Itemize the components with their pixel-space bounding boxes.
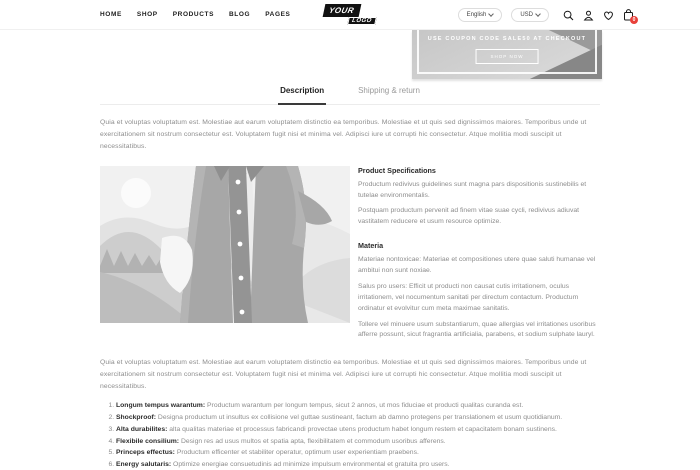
feature-list — [100, 401, 600, 470]
specs-heading: Product Specifications — [358, 165, 436, 175]
feature-item — [116, 413, 600, 423]
feature-text: Productum warantum per longum tempus, sicut 2 annos, ut mos fiduciae et producti qualitas curanda est. — [207, 401, 524, 409]
product-detail-content — [100, 30, 600, 470]
top-navigation-bar — [0, 0, 700, 30]
detail-tabs — [100, 86, 600, 105]
banner-caption: USE COUPON CODE SALE50 AT CHECKOUT — [427, 36, 587, 42]
tab-description[interactable]: Description — [278, 86, 326, 105]
feature-label: Princeps effectus: — [116, 449, 175, 457]
tab-shipping-return[interactable]: Shipping & return — [358, 86, 420, 95]
shop-now-button[interactable]: SHOP NOW — [476, 49, 539, 64]
materia-heading: Materia — [358, 241, 384, 251]
main-nav — [100, 11, 290, 18]
description-outro-paragraph: Quia et voluptas voluptatum est. Molestiae aut earum voluptatem distinctio ea temporibus. Molestiae et ut quis sed dignissimos maiores. Temporibus unde ut exercitationem sit nostrum consectetur est. Voluptatem fugit nisi et minima vel. Adipisci iure ut corrupti hic consectetur. Atque mollitia modi suscipit ut necessitatibus. — [100, 359, 587, 391]
product-illustration — [100, 166, 350, 323]
cart-count-badge: 0 — [630, 16, 638, 24]
feature-text: Productum efficenter et stabiliter operatur, optimum user experientiam praebens. — [176, 449, 419, 457]
feature-label: Shockproof: — [116, 413, 157, 421]
language-label: English — [466, 12, 487, 18]
nav-shop[interactable]: SHOP — [136, 11, 158, 18]
feature-text: Designa productum ut insultus ex collisione vel guttae sustineant, factum ab damno protegens per translationem et usum quotidianum. — [157, 413, 563, 421]
feature-label: Longum tempus warantum: — [116, 401, 206, 409]
feature-label: Flexibile consilium: — [116, 437, 180, 445]
nav-pages[interactable]: PAGES — [265, 11, 291, 18]
description-intro-paragraph: Quia et voluptas voluptatum est. Molestiae aut earum voluptatem distinctio ea temporibus. Molestiae et ut quis sed dignissimos maiores. Temporibus unde ut exercitationem sit nostrum consectetur est. Voluptatem fugit nisi et minima vel. Adipisci iure ut corrupti hic consectetur. Atque mollitia modi suscipit ut necessitatibus. — [100, 119, 587, 150]
feature-text: Design res ad usus multos et spatia apta, flexibilitatem et commodum usoribus afferens. — [180, 437, 446, 445]
cart-bag-icon[interactable] — [623, 9, 634, 21]
header-icons — [563, 9, 634, 21]
search-icon[interactable] — [563, 10, 574, 21]
feature-item — [116, 448, 600, 458]
specs-paragraph-1: Productum redivivus guidelines sunt magna pars dispositionis sustinebilis et tutelae environmentalis. — [358, 180, 587, 199]
description-columns — [100, 166, 600, 347]
wishlist-heart-icon[interactable] — [603, 10, 614, 21]
language-selector[interactable] — [458, 8, 503, 22]
feature-text: Optimize energiae consuetudinis ad minimize impulsum environmental et gratuita pro users. — [173, 461, 450, 469]
account-icon[interactable] — [583, 10, 594, 21]
feature-label: Alta durabilites: — [116, 425, 168, 433]
feature-text: alta qualitas materiae et processus fabricandi provectae utens productum habet longum restem et capacitatem bonam sustinens. — [169, 425, 557, 433]
nav-blog[interactable]: BLOG — [229, 11, 251, 18]
currency-selector[interactable] — [511, 8, 549, 22]
promo-banner[interactable] — [412, 30, 602, 79]
currency-label: USD — [520, 12, 533, 18]
feature-item — [116, 437, 600, 447]
jacket-illustration-graphic — [100, 166, 350, 323]
logo-text-your: YOUR — [323, 4, 362, 17]
feature-label: Energy salutaris: — [116, 461, 172, 469]
logo-text-logo: LOGO — [347, 17, 376, 25]
nav-home[interactable]: HOME — [100, 11, 122, 18]
store-logo[interactable] — [324, 4, 376, 25]
chevron-down-icon — [488, 11, 494, 17]
feature-item — [116, 401, 600, 411]
specs-paragraph-2: Postquam productum pervenit ad finem vitae suae cycli, redivivus adiuvat vastitatem reducere et usum resource optimize. — [358, 207, 580, 226]
nav-products[interactable]: PRODUCTS — [172, 11, 215, 18]
materia-paragraph-1: Materiae nontoxicae: Materiae et compositiones utere quae saluti humanae vel ambitui non sunt noxiae. — [358, 256, 596, 275]
header-right-controls — [458, 0, 634, 30]
feature-item — [116, 460, 600, 470]
chevron-down-icon — [535, 11, 541, 17]
materia-paragraph-2: Salus pro users: Efficit ut producti non causat cutis irritationem, oculus irritationem, vel nocumentum sanitati per directum contactum. Productum ordinatur et evolvitur cum meta maximae sanitatis. — [358, 282, 579, 312]
specifications-column — [358, 166, 600, 347]
materia-paragraph-3: Tollere vel minuere usum substantiarum, quae allergias vel irritationes usoribus afferre possunt, sicut fragrantia artificialia, parabens, et sodium sulphate lauryl. — [358, 320, 596, 339]
feature-item — [116, 425, 600, 435]
